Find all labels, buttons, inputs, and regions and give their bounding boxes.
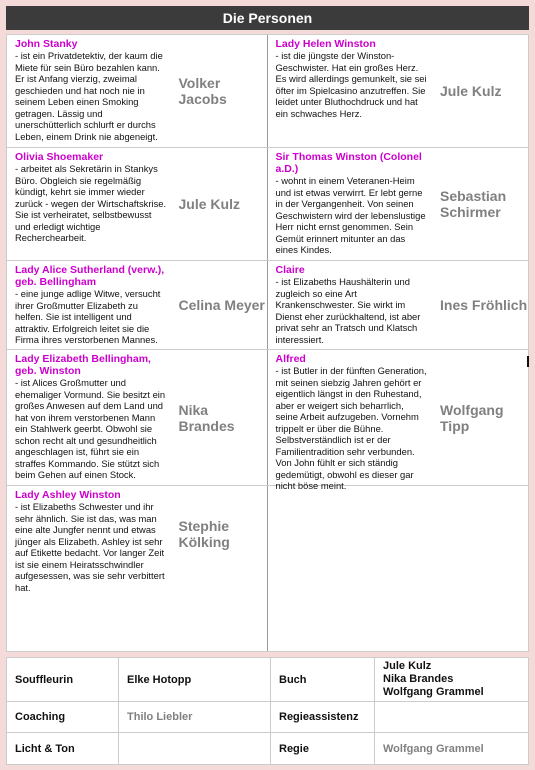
credit-label: Regieassistenz [271,702,375,732]
role-name: Olivia Shoemaker [15,151,104,163]
role-cell [7,350,268,485]
role-name: Claire [275,264,305,276]
credit-value: Wolfgang Grammel [383,742,484,755]
role-cell [7,35,268,147]
role-cell [268,148,529,260]
role-name: Alfred [275,353,306,365]
role-description: - arbeitet als Sekretärin in Stankys Büro. Obgleich sie regelmäßig kündigt, kehrt sie immer wieder zurück - wegen der Wirtschaftskrise. Sie ist verheiratet, selbstbewusst und erledigt wichtige Recherchearbeit. [15,163,167,243]
credits-row [7,733,528,764]
role-name: Lady Helen Winston [275,38,376,50]
role-description: - ist die jüngste der Winston-Geschwister. Hat ein großes Herz. Es wird allerdings gemunkelt, sie sei öfter im Spielcasino anzutreffen. Sie leidet unter Bluthochdruck und hat ein schwaches Herz. [275,50,427,119]
credit-label: Regie [271,733,375,764]
credits-table [6,657,529,765]
role-cell [268,35,529,147]
actor-name: Stephie Kölking [178,518,230,550]
credits-row [7,702,528,733]
role-name: Lady Ashley Winston [15,489,121,501]
empty-cell [268,486,529,651]
credit-value [119,733,271,764]
role-name: Lady Elizabeth Bellingham, geb. Winston [15,353,151,377]
page-title: Die Personen [6,6,529,30]
cast-grid [6,34,529,652]
actor-name: Nika Brandes [178,401,235,434]
cast-row [7,148,528,261]
credits-row [7,658,528,702]
actor-name: Sebastian Schirmer [440,188,507,220]
role-description: - ist ein Privatdetektiv, der kaum die Miete für sein Büro bezahlen kann. Er ist Anfang vierzig, zweimal geschieden und hat noch nie in seinem Leben einen Smoking getragen. Lässig und unerschütterlich schlurft er durchs Leben, einem Drink nie abgeneigt. [15,50,163,142]
credit-label: Licht & Ton [7,733,119,764]
cast-row [7,486,528,651]
role-name: John Stanky [15,38,78,50]
credit-value [375,658,528,701]
role-description: - ist Alices Großmutter und ehemaliger Vormund. Sie besitzt ein großes Anwesen auf dem Land und hat von ihrem verstorbenen Mann ein Stahlwerk geerbt. Obwohl sie schon recht alt und gesundheitlich angeschlagen ist, führt sie ein straffes Kommando. Sie stützt sich beim Gehen auf einen Stock. [15,377,166,480]
actor-name: Ines Fröhlich [440,297,528,313]
role-description: - ist Elizabeths Haushälterin und zugleich so eine Art Krankenschwester. Sie wirkt im Dienst eher zurückhaltend, ist aber privat sehr an Tratsch und Klatsch interessiert. [275,276,421,345]
role-cell [7,486,268,651]
credit-person: Jule Kulz [383,660,432,672]
actor-name: Jule Kulz [440,83,502,99]
role-description: - wohnt in einem Veteranen-Heim und ist etwas verwirrt. Er lebt gerne in der Vergangenheit. Von seinen Geschwistern wird der lebenslustige Herr nicht ernst genommen. Sein Gemüt erinnert mitunter an das eines Kindes. [275,175,426,255]
actor-name: Jule Kulz [178,196,240,212]
actor-name: Wolfgang Tipp [440,401,504,434]
role-description: - ist Elizabeths Schwester und ihr sehr ähnlich. Sie ist das, was man eine alte Jungfer nennt und etwas jünger als Elizabeth. Ashley ist sehr auf Etikette bedacht. Vor langer Zeit ist sie einem Heiratsschwindler aufgesessen, was sie sehr verbittert hat. [15,501,165,593]
role-cell [7,261,268,349]
credit-person: Wolfgang Grammel [383,686,484,698]
role-cell [7,148,268,260]
role-name: Lady Alice Sutherland (verw.), geb. Bellingham [15,264,165,288]
credit-person: Nika Brandes [383,673,454,685]
role-description: - ist Butler in der fünften Generation, mit seinen siebzig Jahren gehört er eigentlich längst in den Ruhestand, aber er weigert sich beharrlich, seine Arbeit aufzugeben. Vornehm trippelt er über die Bühne. Selbstverständlich ist er der Familientradition sehr verbunden. Von John fühlt er sich ständig gedemütigt, obwohl es dieser gar nicht böse meint. [275,365,427,491]
credit-value [375,702,528,732]
credit-value: Thilo Liebler [119,702,271,732]
credit-label: Buch [271,658,375,701]
role-name: Sir Thomas Winston (Colonel a.D.) [275,151,422,175]
cast-row [7,35,528,148]
text-cursor [527,356,529,367]
actor-name: Celina Meyer [178,297,265,313]
credit-value: Elke Hotopp [119,658,271,701]
cast-row [7,350,528,491]
credit-label: Coaching [7,702,119,732]
role-cell [268,261,529,349]
role-cell [268,350,529,491]
actor-name: Volker Jacobs [178,75,227,107]
credit-label: Souffleurin [7,658,119,701]
cast-row [7,261,528,350]
role-description: - eine junge adlige Witwe, versucht ihrer Großmutter Elizabeth zu helfen. Sie ist intelligent und attraktiv. Erfolgreich leitet sie die Firma ihres verstorbenen Mannes. [15,288,161,345]
